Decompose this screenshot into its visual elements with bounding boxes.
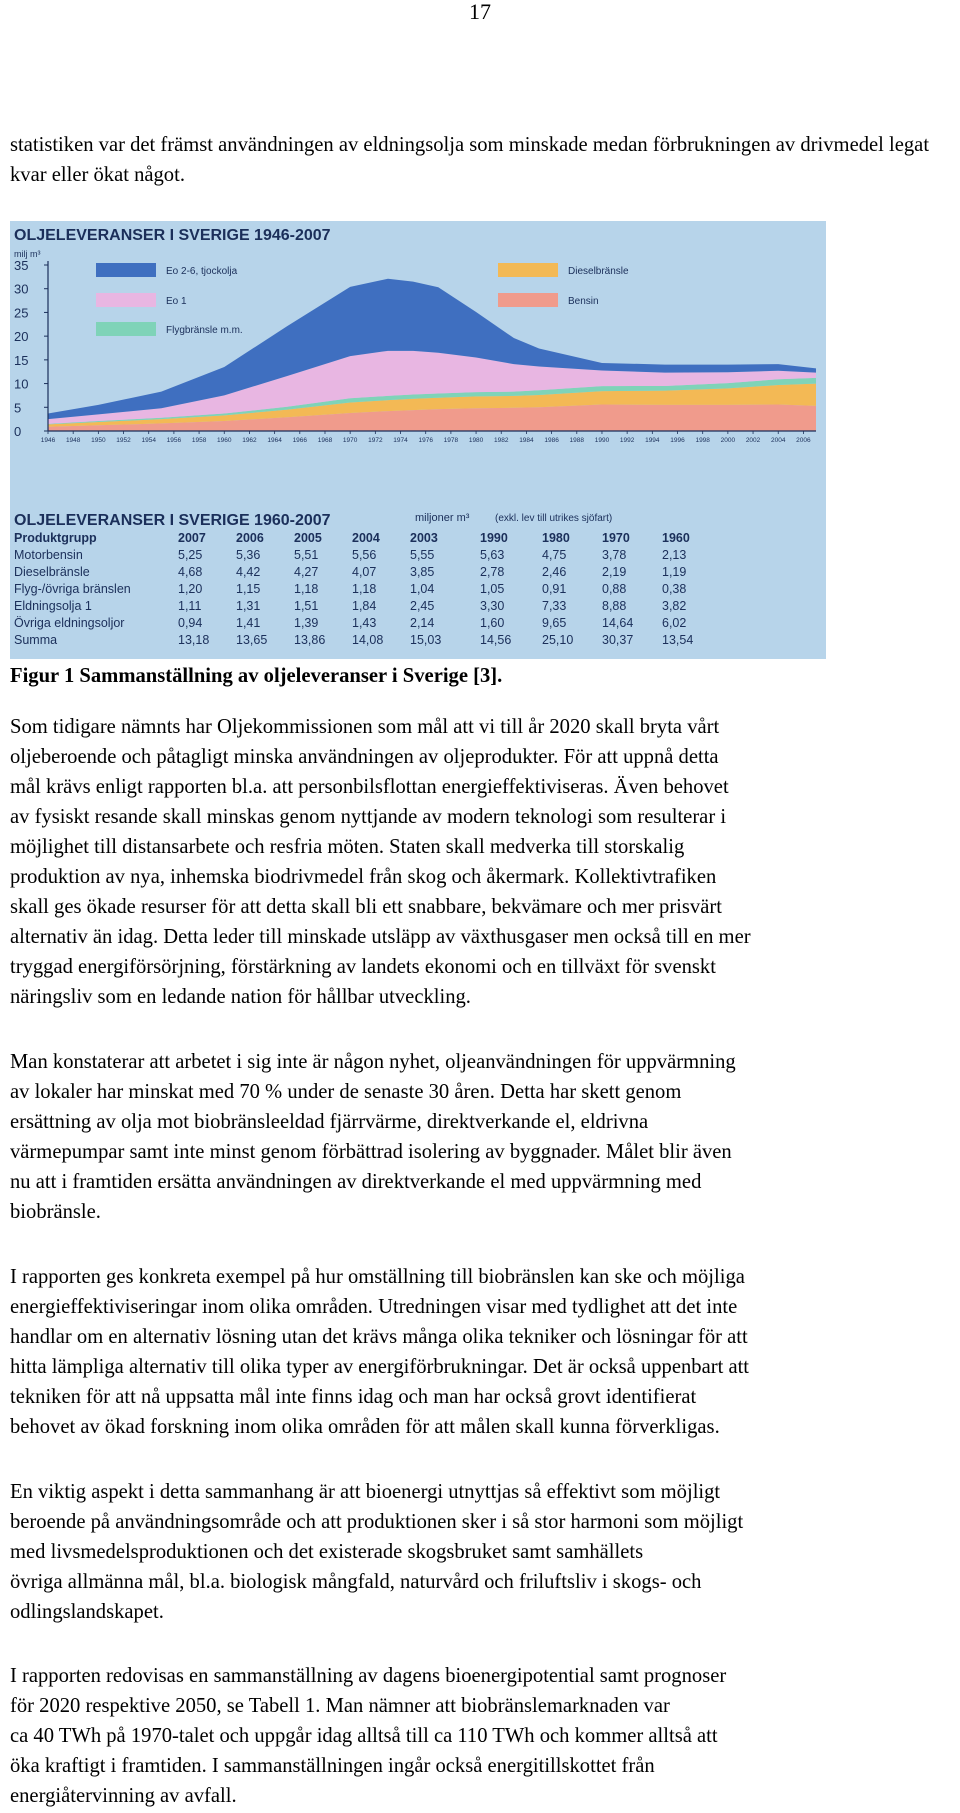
paragraph-line: öka kraftigt i framtiden. I sammanställningen ingår också energitillskottet från [10, 1755, 655, 1777]
legend-swatch [498, 263, 558, 277]
x-tick-label: 2004 [770, 437, 786, 444]
table-cell: 4,75 [542, 548, 567, 562]
table-cell: 25,10 [542, 633, 574, 647]
table-header-cell: 2003 [410, 531, 438, 545]
table-cell: 14,64 [602, 616, 634, 630]
area-layer [48, 279, 816, 431]
y-tick-label: 35 [14, 258, 29, 273]
table-cell: 2,46 [542, 565, 567, 579]
legend-swatch [498, 293, 558, 307]
table-cell: 1,39 [294, 616, 319, 630]
table-header-cell: 1980 [542, 531, 570, 545]
table-cell: Övriga eldningsoljor [14, 616, 125, 630]
table-cell: 1,11 [178, 599, 202, 613]
table-cell: 13,86 [294, 633, 326, 647]
y-tick-label: 10 [14, 376, 29, 392]
x-tick-label: 1988 [569, 437, 585, 444]
table-cell: 1,20 [178, 582, 203, 596]
paragraph-line: I rapporten ges konkreta exempel på hur omställning till biobränslen kan ske och möjliga [10, 1266, 745, 1288]
table-cell: 15,03 [410, 633, 442, 647]
table-cell: 1,19 [662, 565, 687, 579]
table-header-cell: 1970 [602, 531, 630, 545]
paragraph [10, 712, 955, 1012]
legend-swatch [96, 263, 156, 277]
legend-swatch [96, 293, 156, 307]
table-cell: 3,85 [410, 565, 435, 579]
paragraph-line: alternativ än idag. Detta leder till minskade utsläpp av växthusgaser men också till en mer [10, 926, 751, 948]
paragraph-line: möjlighet till distansarbete och resfria möten. Staten skall medverka till storskalig [10, 836, 685, 858]
table-header-cell: 1990 [480, 531, 508, 545]
table-cell: 0,91 [542, 582, 567, 596]
table-cell: 5,56 [352, 548, 377, 562]
paragraph-line: handlar om en alternativ lösning utan det krävs många olika tekniker och lösningar för att [10, 1326, 748, 1348]
x-tick-label: 1998 [695, 437, 710, 444]
x-tick-label: 1968 [317, 437, 333, 444]
table-cell: Motorbensin [14, 548, 83, 562]
table-note: (exkl. lev till utrikes sjöfart) [495, 513, 613, 524]
x-tick-label: 1956 [166, 437, 182, 444]
x-tick-label: 1954 [141, 437, 156, 444]
figure-caption: Figur 1 Sammanställning av oljeleveranser i Sverige [3]. [10, 665, 503, 687]
paragraph-line: odlingslandskapet. [10, 1601, 164, 1623]
intro-paragraph: statistiken var det främst användningen av eldningsolja som minskade medan förbrukningen av drivmedel legat kvar eller ökat något. [10, 134, 930, 186]
table-cell: 5,25 [178, 548, 203, 562]
table-cell: 1,15 [236, 582, 261, 596]
paragraph-line: övriga allmänna mål, bl.a. biologisk mångfald, naturvård och friluftsliv i skogs- och [10, 1571, 702, 1593]
table-cell: 30,37 [602, 633, 634, 647]
legend-label: Dieselbränsle [568, 266, 629, 277]
x-tick-label: 2000 [720, 437, 736, 444]
y-tick-label: 0 [14, 424, 22, 439]
x-tick-label: 1960 [217, 437, 232, 444]
table-cell: 4,07 [352, 565, 377, 579]
paragraph-line: Man konstaterar att arbetet i sig inte är någon nyhet, oljeanvändningen för uppvärmning [10, 1051, 736, 1073]
table-header-cell: Produktgrupp [14, 531, 97, 545]
table-cell: 2,14 [410, 616, 435, 630]
x-tick-label: 2006 [796, 437, 811, 444]
table-cell: 8,88 [602, 599, 627, 613]
table-cell: 3,82 [662, 599, 687, 613]
x-tick-label: 1986 [544, 437, 559, 444]
x-tick-label: 1978 [443, 437, 459, 444]
y-tick-label: 5 [14, 400, 22, 416]
y-tick-label: 20 [14, 329, 29, 345]
table-header-cell: 1960 [662, 531, 690, 545]
paragraph-line: behovet av ökad forskning inom olika områden för att målen skall kunna förverkligas. [10, 1416, 720, 1438]
x-tick-label: 1966 [292, 437, 308, 444]
y-tick-label: 25 [14, 305, 29, 321]
table-cell: 13,65 [236, 633, 268, 647]
legend-label: Bensin [568, 296, 599, 307]
paragraph-line: ersättning av olja mot biobränsleeldad fjärrvärme, direktverkande el, eldrivna [10, 1111, 649, 1133]
table-cell: 1,41 [236, 616, 261, 630]
table-cell: 1,05 [480, 582, 505, 596]
paragraph-line: hitta lämpliga alternativ till olika typer av energiförbrukningar. Det är också uppenbart att [10, 1356, 750, 1378]
paragraph-line: mål krävs enligt rapporten bl.a. att personbilsflottan energieffektiviseras. Även behovet [10, 776, 729, 798]
table-cell: 1,51 [294, 599, 319, 613]
table-cell: 0,38 [662, 582, 687, 596]
paragraph-line: tekniken för att nå uppsatta mål inte finns idag och man har också grovt identifierat [10, 1386, 697, 1408]
x-tick-label: 1958 [191, 437, 207, 444]
table-header-cell: 2007 [178, 531, 206, 545]
paragraph-line: värmepumpar samt inte minst genom förbättrad isolering av byggnader. Målet blir även [10, 1141, 732, 1163]
x-tick-label: 1952 [116, 437, 131, 444]
table-header-cell: 2006 [236, 531, 264, 545]
table-cell: 4,42 [236, 565, 261, 579]
paragraph-line: med livsmedelsproduktionen och det existerade skogsbruket samt samhällets [10, 1541, 644, 1563]
paragraph-line: tryggad energiförsörjning, förstärkning av landets ekonomi och en tillväxt för svenskt [10, 956, 716, 978]
table-cell: 3,78 [602, 548, 627, 562]
paragraph-line: produktion av nya, inhemska biodrivmedel från skog och åkermark. Kollektivtrafiken [10, 866, 717, 888]
paragraph [10, 1047, 955, 1227]
x-tick-label: 1976 [418, 437, 433, 444]
table-cell: 13,54 [662, 633, 694, 647]
table-cell: 9,65 [542, 616, 567, 630]
x-tick-label: 2002 [745, 437, 761, 444]
paragraph-line: En viktig aspekt i detta sammanhang är att bioenergi utnyttjas så effektivt som möjligt [10, 1481, 721, 1503]
x-tick-label: 1994 [645, 437, 660, 444]
table-cell: 1,18 [294, 582, 319, 596]
paragraph-line: energiåtervinning av avfall. [10, 1785, 237, 1807]
paragraph [10, 1262, 955, 1442]
table-cell: 0,88 [602, 582, 627, 596]
table-cell: 5,63 [480, 548, 505, 562]
x-tick-label: 1964 [267, 437, 282, 444]
page-number: 17 [469, 0, 491, 24]
x-tick-label: 1980 [468, 437, 484, 444]
table-header-cell: 2005 [294, 531, 322, 545]
data-table [14, 531, 693, 647]
table-cell: 13,18 [178, 633, 210, 647]
paragraph-line: beroende på användningsområde och att produktionen sker i så stor harmoni som möjligt [10, 1511, 744, 1533]
legend-swatch [96, 322, 156, 336]
chart-title: OLJELEVERANSER I SVERIGE 1946-2007 [14, 227, 331, 244]
table-cell: 1,43 [352, 616, 377, 630]
table-cell: 5,51 [294, 548, 319, 562]
paragraph-line: av fysiskt resande skall minskas genom nyttjande av modern teknologi som resulterar i [10, 806, 727, 828]
x-tick-label: 1982 [494, 437, 509, 444]
x-tick-label: 1950 [91, 437, 106, 444]
x-tick-label: 1992 [619, 437, 635, 444]
paragraph-line: oljeberoende och påtagligt minska användningen av oljeprodukter. För att uppnå detta [10, 746, 719, 768]
x-tick-label: 1996 [670, 437, 685, 444]
table-cell: 1,31 [236, 599, 261, 613]
paragraph-line: ca 40 TWh på 1970-talet och uppgår idag alltså till ca 110 TWh och kommer alltså att [10, 1725, 718, 1747]
paragraph [10, 1661, 955, 1811]
table-cell: 1,18 [352, 582, 377, 596]
table-cell: 6,02 [662, 616, 687, 630]
table-cell: 4,27 [294, 565, 319, 579]
table-cell: 7,33 [542, 599, 567, 613]
y-tick-label: 15 [14, 352, 29, 368]
table-unit: miljoner m³ [415, 512, 470, 524]
table-cell: Summa [14, 633, 58, 647]
table-cell: 2,19 [602, 565, 627, 579]
table-cell: 2,45 [410, 599, 435, 613]
x-tick-label: 1946 [40, 437, 56, 444]
legend-label: Eo 2-6, tjockolja [166, 266, 238, 277]
table-header-cell: 2004 [352, 531, 380, 545]
x-tick-label: 1972 [368, 437, 383, 444]
table-cell: 5,36 [236, 548, 261, 562]
x-tick-label: 1974 [393, 437, 408, 444]
table-title: OLJELEVERANSER I SVERIGE 1960-2007 [14, 512, 331, 529]
y-axis-unit: milj m³ [14, 249, 41, 259]
table-cell: 5,55 [410, 548, 435, 562]
paragraph-line: näringsliv som en ledande nation för hållbar utveckling. [10, 986, 471, 1008]
table-cell: 3,30 [480, 599, 505, 613]
paragraph-line: nu att i framtiden ersätta användningen av direktverkande el med uppvärmning med [10, 1171, 702, 1193]
x-tick-label: 1970 [342, 437, 358, 444]
table-cell: Eldningsolja 1 [14, 599, 92, 613]
table-cell: 0,94 [178, 616, 203, 630]
figure-canvas [10, 221, 826, 659]
paragraph-line: biobränsle. [10, 1201, 101, 1223]
x-tick-label: 1948 [65, 437, 81, 444]
paragraph-line: I rapporten redovisas en sammanställning av dagens bioenergipotential samt prognoser [10, 1665, 727, 1687]
oil-deliveries-figure [10, 221, 826, 659]
paragraph-line: av lokaler har minskat med 70 % under de senaste 30 åren. Detta har skett genom [10, 1081, 682, 1103]
table-cell: 1,60 [480, 616, 505, 630]
table-cell: Flyg-/övriga bränslen [14, 582, 131, 596]
paragraph [10, 1477, 955, 1627]
x-tick-label: 1990 [594, 437, 610, 444]
x-tick-label: 1962 [242, 437, 257, 444]
table-cell: 4,68 [178, 565, 203, 579]
table-cell: 1,84 [352, 599, 377, 613]
paragraph-line: energieffektiviseringar inom olika områden. Utredningen visar med tydlighet att det inte [10, 1296, 738, 1318]
table-cell: Dieselbränsle [14, 565, 90, 579]
table-cell: 14,08 [352, 633, 384, 647]
table-cell: 14,56 [480, 633, 512, 647]
x-tick-label: 1984 [519, 437, 534, 444]
paragraph-line: Som tidigare nämnts har Oljekommissionen som mål att vi till år 2020 skall bryta vårt [10, 716, 720, 738]
paragraph-line: skall ges ökade resurser för att detta skall bli ett snabbare, bekvämare och mer prisvärt [10, 896, 722, 918]
table-cell: 1,04 [410, 582, 435, 596]
y-tick-label: 30 [14, 281, 29, 297]
legend-label: Flygbränsle m.m. [166, 325, 243, 336]
legend-label: Eo 1 [166, 296, 187, 307]
table-cell: 2,78 [480, 565, 505, 579]
table-cell: 2,13 [662, 548, 687, 562]
paragraph-line: för 2020 respektive 2050, se Tabell 1. Man nämner att biobränslemarknaden var [10, 1695, 670, 1717]
